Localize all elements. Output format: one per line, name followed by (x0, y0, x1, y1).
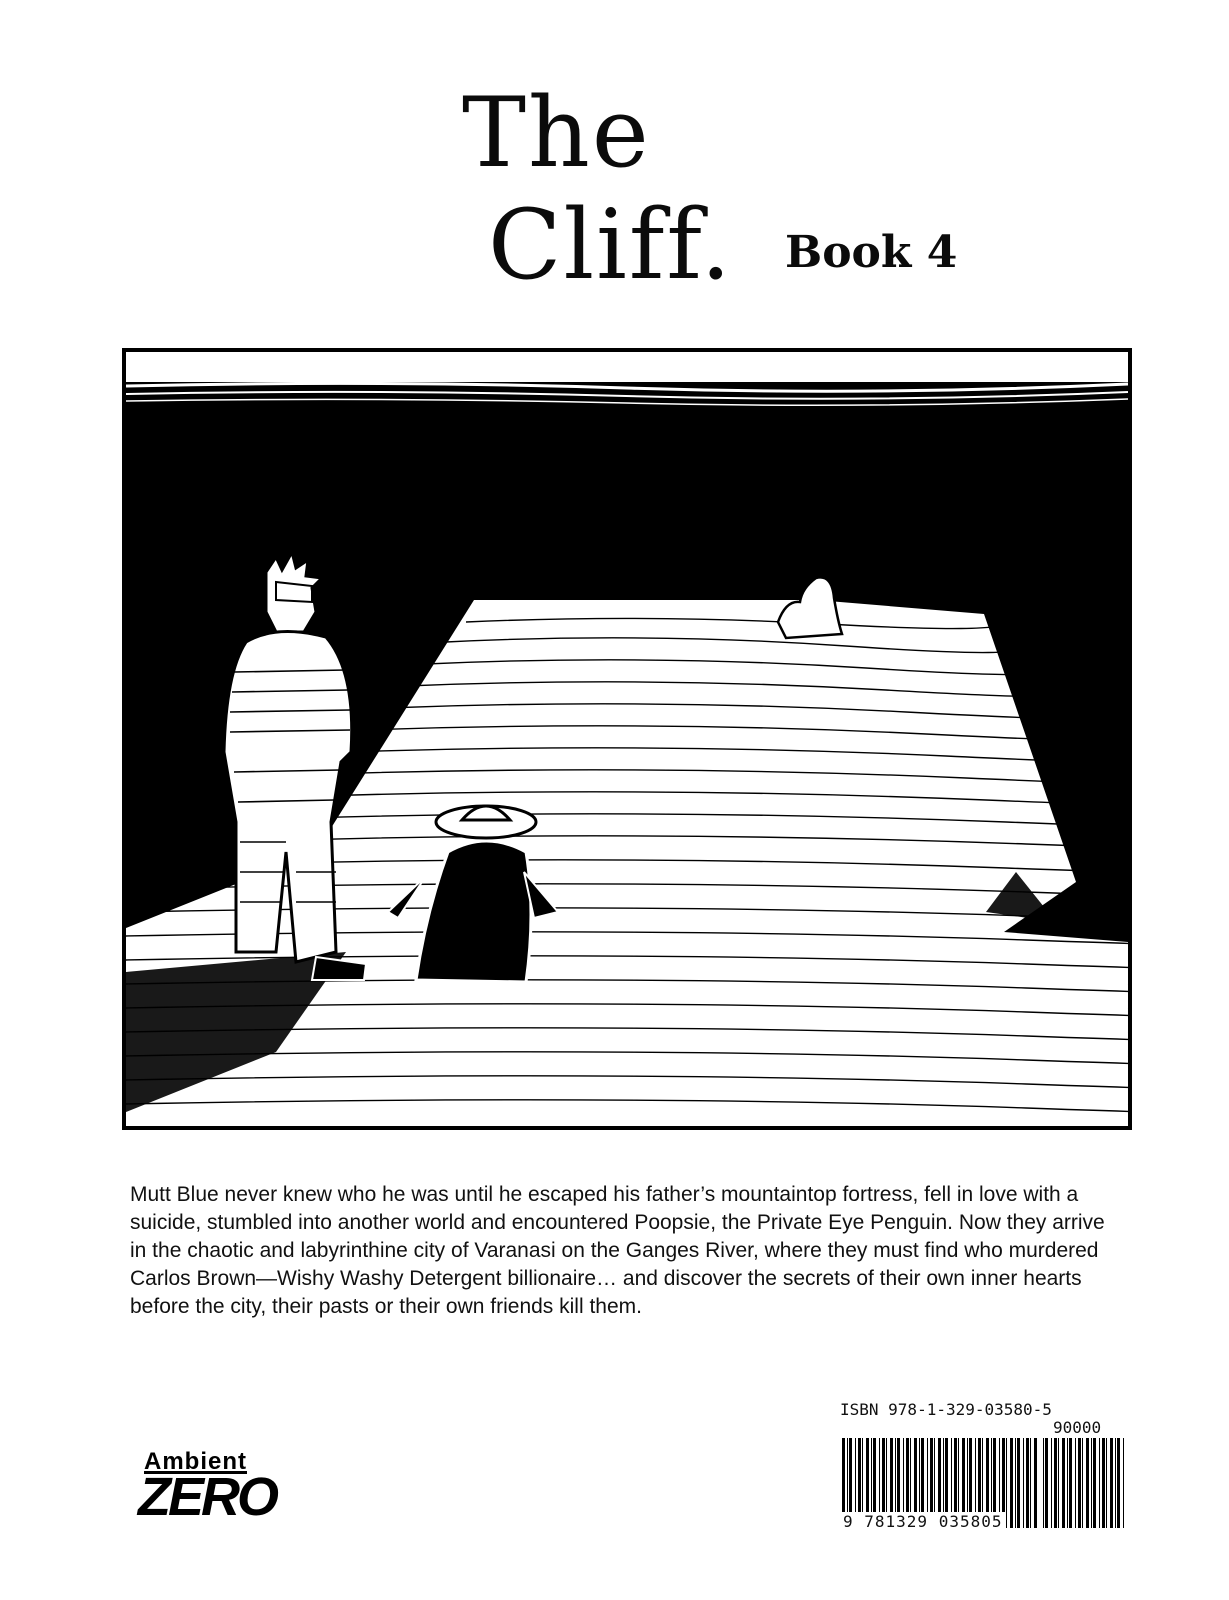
price-code: 90000 (1053, 1418, 1102, 1437)
barcode-addon-bars (1043, 1438, 1125, 1528)
illustration-svg (126, 352, 1128, 1126)
publisher-logo-line1: Ambient (144, 1448, 247, 1475)
isbn-barcode (838, 1400, 1148, 1540)
title-line-cliff: Cliff. (488, 189, 734, 301)
back-cover-blurb: Mutt Blue never knew who he was until he escaped his father’s mountaintop fortress, fell in love with a suicide, stumbled into another world and encountered Poopsie, the Private Eye Penguin. Now they arrive in the chaotic and labyrinthine city of Varanasi on the Ganges River, where they must find who murdered Carlos Brown—Wishy Washy Detergent billionaire… and discover the secrets of their own inner hearts before the city, their pasts or their own friends kill them. (130, 1183, 1105, 1318)
title-line-the: The (462, 77, 651, 189)
isbn-number: ISBN 978-1-329-03580-5 (840, 1400, 1052, 1419)
publisher-logo (138, 1448, 330, 1526)
barcode-digits: 9 781329 035805 (840, 1512, 1006, 1531)
cover-illustration (122, 348, 1132, 1130)
publisher-logo-line2: ZERO (138, 1467, 277, 1527)
book-number-label: Book 4 (785, 227, 958, 278)
